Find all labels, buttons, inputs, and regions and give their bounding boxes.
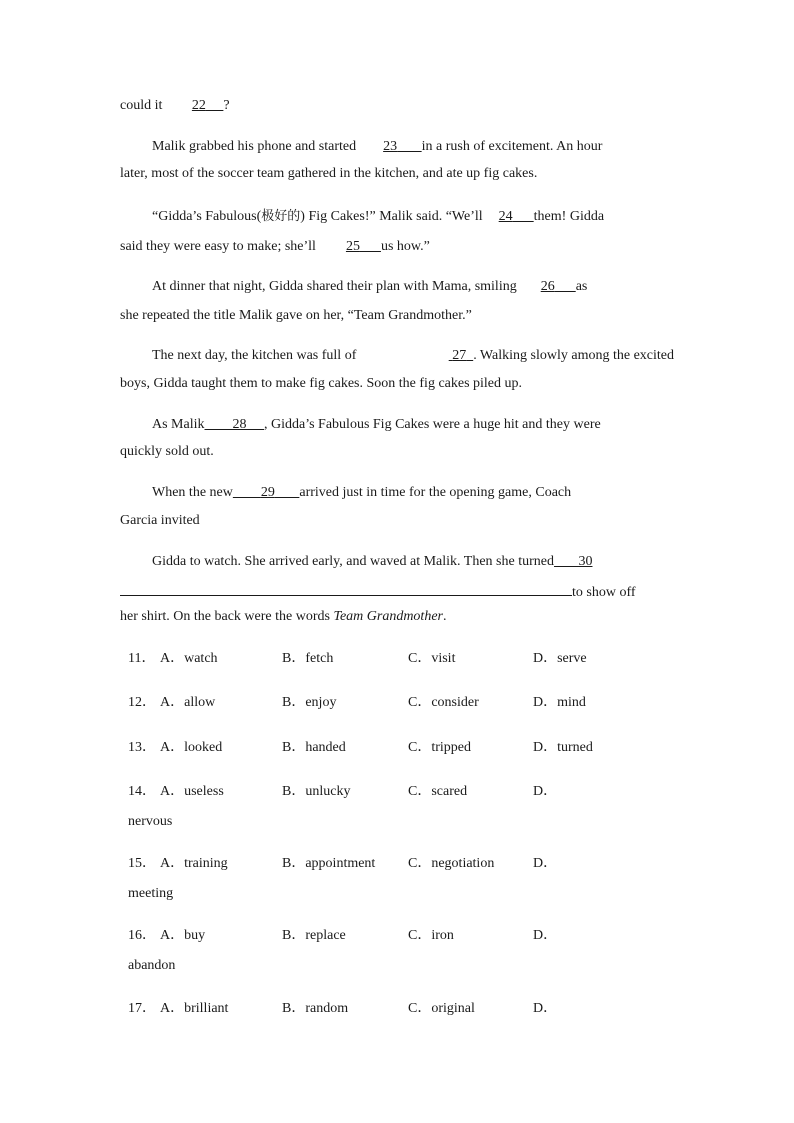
blank-25: 25 [345, 239, 360, 254]
passage-line-16 [120, 608, 446, 626]
option-a: A．training [160, 856, 228, 871]
option-b: B．random [282, 1001, 349, 1016]
option-c: C．consider [408, 695, 479, 710]
text: them! Gidda [533, 209, 605, 224]
italic-text: Team Grandmother [333, 609, 443, 624]
option-b: B．handed [282, 740, 346, 755]
option-b: B．appointment [282, 856, 376, 871]
option-d: D． [533, 856, 558, 871]
question-15 [128, 854, 688, 874]
option-c: C．original [408, 1001, 475, 1016]
option-c: C．tripped [408, 740, 471, 755]
option-a: A．useless [160, 784, 224, 799]
text: “Gidda’s Fabulous( [152, 209, 262, 224]
option-b: B．unlucky [282, 784, 351, 799]
option-c: C．scared [408, 784, 468, 799]
option-c: C．visit [408, 651, 456, 666]
option-d: D． [533, 928, 558, 943]
blank-23: 23 [383, 139, 398, 154]
passage-line-7: she repeated the title Malik gave on her, “Team Grandmother.” [120, 308, 472, 323]
option-d: D．turned [533, 740, 593, 755]
passage-line-3: later, most of the soccer team gathered in the kitchen, and ate up fig cakes. [120, 166, 538, 181]
question-13 [128, 738, 688, 758]
text: said they were easy to make; she’ll [120, 239, 316, 254]
question-12 [128, 693, 688, 713]
text: her shirt. On the back were the words [120, 609, 334, 624]
blank-27: 27 [452, 348, 467, 363]
text: as [575, 279, 588, 294]
text: . [442, 609, 447, 624]
question-number: 15． [128, 856, 156, 871]
blank-28: 28 [232, 417, 247, 432]
blank-29: 29 [260, 485, 275, 500]
text: in a rush of excitement. An hour [421, 139, 603, 154]
text: us how.” [380, 239, 430, 254]
text: When the new [152, 485, 233, 500]
question-number: 12． [128, 695, 156, 710]
question-number: 16． [128, 928, 156, 943]
option-c: C．negotiation [408, 856, 495, 871]
passage-line-15 [120, 580, 636, 602]
passage-line-13: Garcia invited [120, 513, 200, 528]
text: to show off [572, 585, 636, 600]
passage-line-6 [152, 278, 587, 296]
text: arrived just in time for the opening game, Coach [299, 485, 572, 500]
text: Gidda to watch. She arrived early, and waved at Malik. Then she turned [152, 554, 554, 569]
question-number: 14． [128, 784, 156, 799]
text: As Malik [152, 417, 205, 432]
text: . Walking slowly among the excited [473, 348, 674, 363]
text: ? [223, 98, 230, 113]
option-c: C．iron [408, 928, 454, 943]
passage-line-1 [120, 97, 230, 115]
passage-line-14 [152, 553, 592, 571]
passage-line-5 [120, 238, 430, 256]
option-b: B．replace [282, 928, 346, 943]
option-a: A．buy [160, 928, 206, 943]
text: could it [120, 98, 163, 113]
option-a: A．watch [160, 651, 218, 666]
blank-22: 22 [191, 98, 206, 113]
text: The next day, the kitchen was full of [152, 348, 357, 363]
passage-line-9: boys, Gidda taught them to make fig cakes. Soon the fig cakes piled up. [120, 376, 523, 391]
question-16 [128, 926, 688, 946]
passage-line-2 [152, 138, 602, 156]
question-17 [128, 999, 688, 1019]
question-number: 13． [128, 740, 156, 755]
blank-30-line [120, 580, 572, 596]
blank-24: 24 [498, 209, 513, 224]
option-d: D． [533, 1001, 558, 1016]
question-number: 17． [128, 1001, 156, 1016]
chinese-gloss: 极好的 [261, 209, 301, 224]
question-number: 11． [128, 651, 156, 666]
option-a: A．looked [160, 740, 223, 755]
option-d-wrap: nervous [128, 814, 173, 829]
passage-line-10 [152, 416, 601, 434]
option-b: B．fetch [282, 651, 334, 666]
option-d-wrap: meeting [128, 886, 174, 901]
option-d: D．serve [533, 651, 587, 666]
option-b: B．enjoy [282, 695, 337, 710]
question-14 [128, 782, 688, 802]
passage-line-11: quickly sold out. [120, 444, 214, 459]
option-d: D．mind [533, 695, 586, 710]
passage-line-12 [152, 484, 571, 502]
text: At dinner that night, Gidda shared their plan with Mama, smiling [152, 279, 517, 294]
option-d-wrap: abandon [128, 958, 176, 973]
text: Malik grabbed his phone and started [152, 139, 357, 154]
text: ) Fig Cakes!” Malik said. “We’ll [300, 209, 483, 224]
blank-26: 26 [540, 279, 555, 294]
passage-line-4 [152, 208, 604, 226]
question-11 [128, 649, 688, 669]
passage-line-8 [152, 347, 674, 365]
option-a: A．allow [160, 695, 216, 710]
blank-30: 30 [578, 554, 593, 569]
option-d: D． [533, 784, 558, 799]
text: , Gidda’s Fabulous Fig Cakes were a huge hit and they were [264, 417, 601, 432]
option-a: A．brilliant [160, 1001, 229, 1016]
